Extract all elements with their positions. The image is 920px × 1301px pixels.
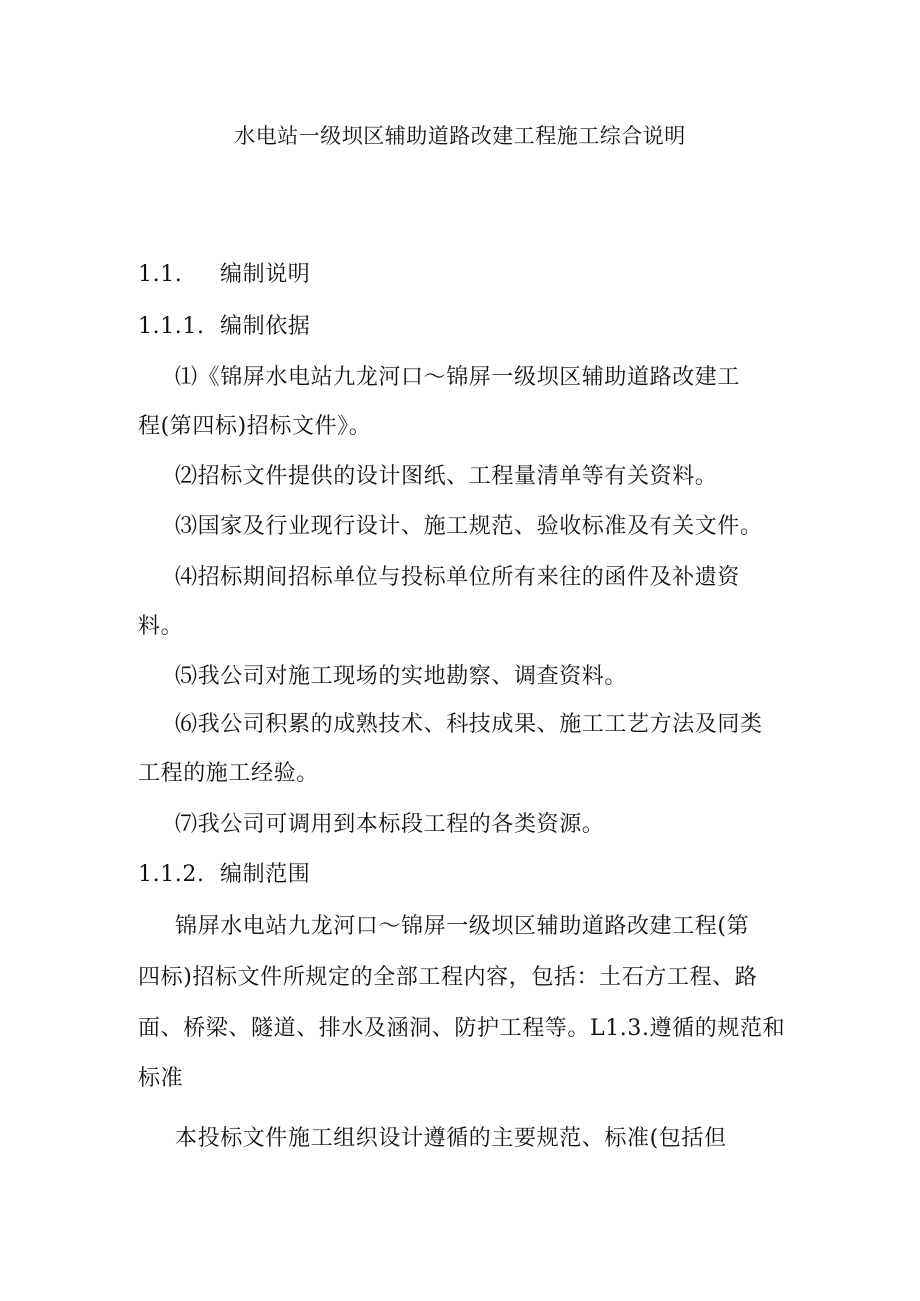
section-title: 编制范围	[220, 862, 311, 887]
scope-line: 标准	[138, 1066, 184, 1091]
section-title: 编制说明	[220, 262, 311, 287]
standards-line: 本投标文件施工组织设计遵循的主要规范、标准(包括但	[175, 1126, 727, 1151]
section-heading-1-1-2	[138, 860, 788, 890]
basis-line: ⑶国家及行业现行设计、施工规范、验收标准及有关文件。	[175, 514, 763, 539]
basis-line: 料。	[138, 614, 184, 639]
basis-line: ⑸我公司对施工现场的实地勘察、调查资料。	[175, 664, 628, 689]
document-title: 水电站一级坝区辅助道路改建工程施工综合说明	[234, 124, 686, 148]
section-number: 1.1.	[138, 262, 183, 287]
basis-line: ⑺我公司可调用到本标段工程的各类资源。	[175, 812, 605, 837]
section-heading-1-1	[138, 260, 788, 290]
basis-line: ⑹我公司积累的成熟技术、科技成果、施工工艺方法及同类	[175, 712, 763, 737]
basis-line: 工程的施工经验。	[138, 761, 319, 786]
scope-line: 锦屏水电站九龙河口～锦屏一级坝区辅助道路改建工程(第	[175, 914, 750, 939]
section-number: 1.1.1.	[138, 314, 205, 339]
basis-line: 程(第四标)招标文件》。	[138, 414, 372, 439]
basis-line: ⑵招标文件提供的设计图纸、工程量清单等有关资料。	[175, 464, 718, 489]
scope-line: 面、桥梁、隧道、排水及涵洞、防护工程等。L1.3.遵循的规范和	[138, 1016, 786, 1041]
basis-line: ⑷招标期间招标单位与投标单位所有来往的函件及补遗资	[175, 565, 741, 590]
section-title: 编制依据	[220, 314, 311, 339]
basis-line: ⑴《锦屏水电站九龙河口～锦屏一级坝区辅助道路改建工	[175, 365, 741, 390]
scope-line: 四标)招标文件所规定的全部工程内容，包括：土石方工程、路	[138, 965, 758, 990]
section-number: 1.1.2.	[138, 862, 205, 887]
section-heading-1-1-1	[138, 312, 788, 342]
